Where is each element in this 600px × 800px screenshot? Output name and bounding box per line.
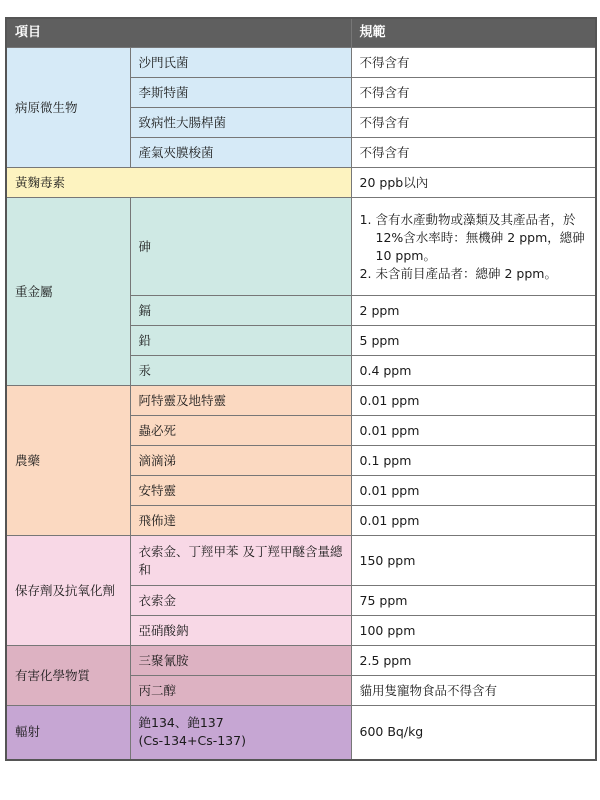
category-aflatoxin: 黃麴毒素: [6, 168, 351, 198]
group-heavy-metals: [6, 198, 596, 386]
item-value: 0.4 ppm: [351, 356, 596, 386]
item-value: 不得含有: [351, 48, 596, 78]
item-name: 衣索金、丁羥甲苯 及丁羥甲醚含量總和: [130, 536, 351, 586]
item-value: 5 ppm: [351, 326, 596, 356]
item-value: 0.01 ppm: [351, 476, 596, 506]
item-name: 蟲必死: [130, 416, 351, 446]
item-name: 丙二醇: [130, 676, 351, 706]
header-spec: 規範: [351, 18, 596, 48]
item-name: 衣索金: [130, 586, 351, 616]
category-heavy-metals: 重金屬: [6, 198, 130, 386]
item-value: 2.5 ppm: [351, 646, 596, 676]
item-value: 不得含有: [351, 78, 596, 108]
category-harmful-chemicals: 有害化學物質: [6, 646, 130, 706]
category-pathogens: 病原微生物: [6, 48, 130, 168]
category-pesticides: 農藥: [6, 386, 130, 536]
item-name: 飛佈達: [130, 506, 351, 536]
table-row: [6, 168, 596, 198]
group-aflatoxin: [6, 168, 596, 198]
item-name: 產氣夾膜梭菌: [130, 138, 351, 168]
item-value: 100 ppm: [351, 616, 596, 646]
header-row: [6, 18, 596, 48]
group-harmful-chemicals: [6, 646, 596, 706]
group-radiation: [6, 706, 596, 760]
item-name: 亞硝酸鈉: [130, 616, 351, 646]
item-value: 貓用隻寵物食品不得含有: [351, 676, 596, 706]
item-name: 阿特靈及地特靈: [130, 386, 351, 416]
item-value: 0.01 ppm: [351, 416, 596, 446]
item-name: 砷: [130, 198, 351, 296]
header-item: 項目: [6, 18, 351, 48]
table-row: [6, 646, 596, 676]
item-name: 三聚氰胺: [130, 646, 351, 676]
arsenic-spec-list: [360, 211, 588, 283]
item-value: 2 ppm: [351, 296, 596, 326]
arsenic-spec-line: 2. 未含前目產品者：總砷 2 ppm。: [376, 265, 588, 283]
radiation-name-line2: (Cs-134+Cs-137): [138, 733, 246, 749]
item-value: 75 ppm: [351, 586, 596, 616]
item-value: 0.01 ppm: [351, 386, 596, 416]
item-value: 600 Bq/kg: [351, 706, 596, 760]
radiation-name-line1: 銫134、銫137: [138, 715, 224, 731]
group-pathogens: [6, 48, 596, 168]
item-name: [130, 706, 351, 760]
item-value: 0.1 ppm: [351, 446, 596, 476]
item-name: 滴滴涕: [130, 446, 351, 476]
item-value: 不得含有: [351, 138, 596, 168]
table-row: [6, 706, 596, 760]
item-value: 20 ppb以內: [351, 168, 596, 198]
item-name: 李斯特菌: [130, 78, 351, 108]
arsenic-spec: [351, 198, 596, 296]
item-name: 鉛: [130, 326, 351, 356]
item-name: 致病性大腸桿菌: [130, 108, 351, 138]
item-value: 0.01 ppm: [351, 506, 596, 536]
table-row: [6, 48, 596, 78]
spec-table: [5, 17, 597, 761]
group-pesticides: [6, 386, 596, 536]
item-name: 鎘: [130, 296, 351, 326]
category-radiation: 輻射: [6, 706, 130, 760]
item-value: 不得含有: [351, 108, 596, 138]
item-name: 安特靈: [130, 476, 351, 506]
group-preservatives: [6, 536, 596, 646]
item-value: 150 ppm: [351, 536, 596, 586]
arsenic-spec-line: 1. 含有水產動物或藻類及其產品者，於12%含水率時：無機砷 2 ppm，總砷 10 ppm。: [376, 211, 588, 265]
table-row: [6, 198, 596, 296]
item-name: 沙門氏菌: [130, 48, 351, 78]
item-name: 汞: [130, 356, 351, 386]
table-row: [6, 536, 596, 586]
table-row: [6, 386, 596, 416]
category-preservatives: 保存劑及抗氧化劑: [6, 536, 130, 646]
